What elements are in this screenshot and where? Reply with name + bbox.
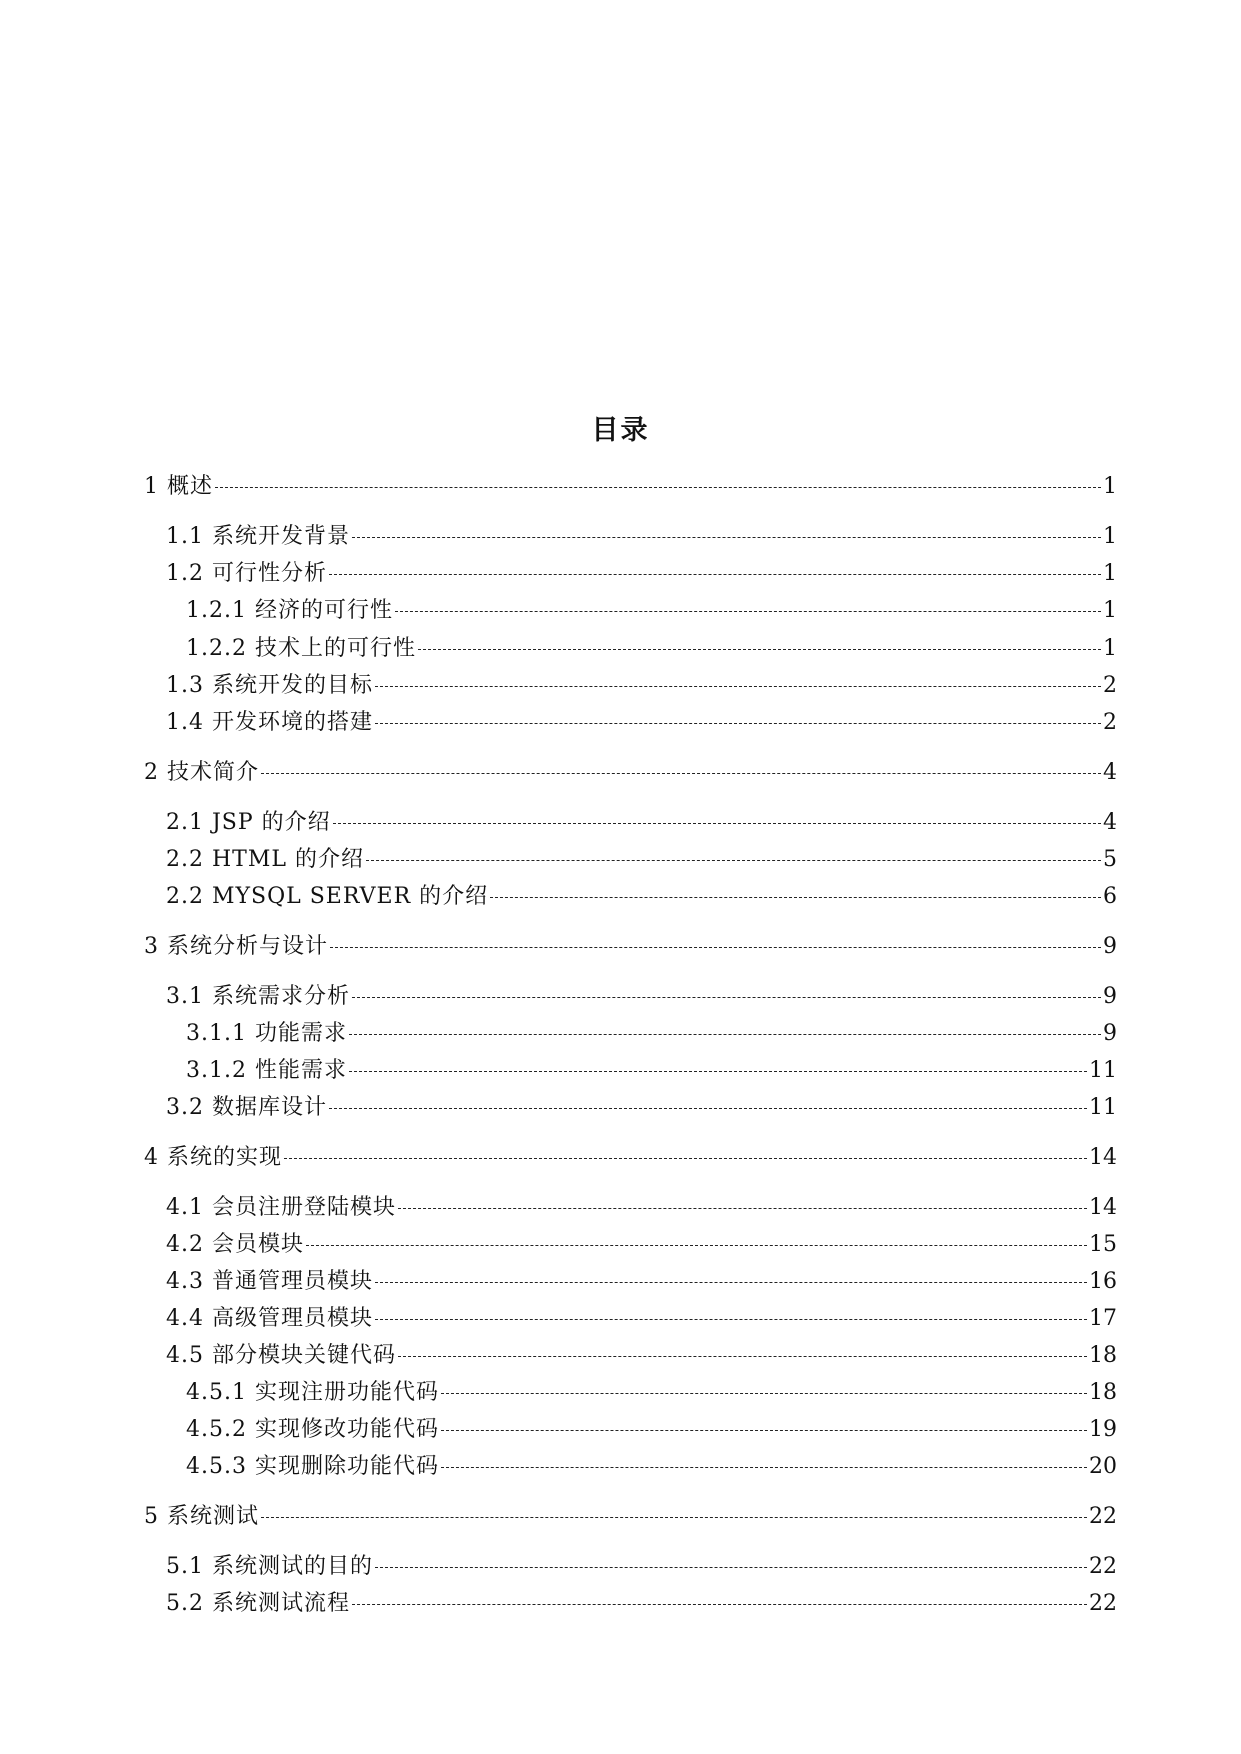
toc-entry[interactable] bbox=[166, 882, 1117, 912]
toc-entry-label: 2.2 MYSQL SERVER 的介绍 bbox=[166, 884, 489, 909]
dot-leader bbox=[375, 686, 1101, 687]
toc-entry-page: 22 bbox=[1089, 1554, 1117, 1579]
toc-entry-page: 1 bbox=[1103, 561, 1117, 586]
toc-entry[interactable] bbox=[166, 559, 1117, 589]
toc-entry-label: 4.3 普通管理员模块 bbox=[166, 1269, 373, 1294]
toc-entry[interactable] bbox=[166, 982, 1117, 1012]
dot-leader bbox=[441, 1393, 1087, 1394]
dot-leader bbox=[349, 1071, 1087, 1072]
toc-entry[interactable] bbox=[166, 1304, 1117, 1334]
toc-entry-page: 2 bbox=[1103, 673, 1117, 698]
toc-entry-page: 9 bbox=[1103, 984, 1117, 1009]
toc-title: 目录 bbox=[591, 415, 650, 446]
toc-entry[interactable] bbox=[166, 808, 1117, 838]
toc-entry[interactable] bbox=[144, 758, 1117, 788]
toc-entry-page: 18 bbox=[1089, 1343, 1117, 1368]
dot-leader bbox=[284, 1158, 1087, 1159]
toc-entry-page: 14 bbox=[1089, 1145, 1117, 1170]
toc-entry[interactable] bbox=[186, 1378, 1117, 1408]
toc-entry[interactable] bbox=[166, 1093, 1117, 1123]
dot-leader bbox=[349, 1034, 1101, 1035]
toc-entry-label: 3 系统分析与设计 bbox=[144, 934, 328, 959]
dot-leader bbox=[329, 1108, 1087, 1109]
toc-entry[interactable] bbox=[186, 634, 1117, 664]
dot-leader bbox=[418, 649, 1101, 650]
dot-leader bbox=[441, 1467, 1087, 1468]
toc-entry-page: 19 bbox=[1089, 1417, 1117, 1442]
dot-leader bbox=[375, 1567, 1087, 1568]
dot-leader bbox=[333, 823, 1101, 824]
toc-entry[interactable] bbox=[166, 522, 1117, 552]
toc-entry[interactable] bbox=[166, 1589, 1117, 1619]
toc-entry-page: 1 bbox=[1103, 474, 1117, 499]
toc-entry-label: 2 技术简介 bbox=[144, 760, 259, 785]
dot-leader bbox=[306, 1245, 1087, 1246]
dot-leader bbox=[352, 1604, 1087, 1605]
dot-leader bbox=[490, 897, 1101, 898]
toc-entry-label: 4.5 部分模块关键代码 bbox=[166, 1343, 396, 1368]
toc-entry[interactable] bbox=[186, 1019, 1117, 1049]
toc-entry-label: 1.2 可行性分析 bbox=[166, 561, 327, 586]
toc-entry-label: 5.2 系统测试流程 bbox=[166, 1591, 350, 1616]
toc-entry-page: 4 bbox=[1103, 760, 1117, 785]
toc-entry-label: 4.1 会员注册登陆模块 bbox=[166, 1195, 396, 1220]
toc-entry-label: 3.1.2 性能需求 bbox=[186, 1058, 347, 1083]
dot-leader bbox=[215, 487, 1101, 488]
dot-leader bbox=[375, 1282, 1087, 1283]
toc-entry-page: 2 bbox=[1103, 710, 1117, 735]
toc-entry[interactable] bbox=[166, 1230, 1117, 1260]
toc-entry[interactable] bbox=[144, 932, 1117, 962]
toc-entry-label: 2.1 JSP 的介绍 bbox=[166, 810, 331, 835]
toc-entry-page: 11 bbox=[1089, 1095, 1117, 1120]
toc-entry[interactable] bbox=[186, 1452, 1117, 1482]
toc-entry-label: 1.1 系统开发背景 bbox=[166, 524, 350, 549]
toc-entry-page: 16 bbox=[1089, 1269, 1117, 1294]
toc-entry-label: 5 系统测试 bbox=[144, 1504, 259, 1529]
toc-entry-label: 1.4 开发环境的搭建 bbox=[166, 710, 373, 735]
dot-leader bbox=[366, 860, 1101, 861]
toc-entry-label: 4.2 会员模块 bbox=[166, 1232, 304, 1257]
toc-entry[interactable] bbox=[166, 1267, 1117, 1297]
toc-entry[interactable] bbox=[166, 1552, 1117, 1582]
toc-entry-page: 14 bbox=[1089, 1195, 1117, 1220]
toc-entry-label: 1.2.2 技术上的可行性 bbox=[186, 636, 416, 661]
toc-entry[interactable] bbox=[186, 596, 1117, 626]
toc-entry[interactable] bbox=[186, 1415, 1117, 1445]
dot-leader bbox=[395, 611, 1101, 612]
toc-entry-page: 9 bbox=[1103, 934, 1117, 959]
toc-entry-page: 11 bbox=[1089, 1058, 1117, 1083]
toc-entry[interactable] bbox=[144, 472, 1117, 502]
toc-entry-label: 1 概述 bbox=[144, 474, 213, 499]
toc-entry-label: 1.2.1 经济的可行性 bbox=[186, 598, 393, 623]
toc-entry-page: 1 bbox=[1103, 524, 1117, 549]
dot-leader bbox=[261, 773, 1101, 774]
toc-entry-page: 1 bbox=[1103, 636, 1117, 661]
dot-leader bbox=[398, 1356, 1087, 1357]
toc-entry[interactable] bbox=[166, 1341, 1117, 1371]
toc-entry-page: 5 bbox=[1103, 847, 1117, 872]
dot-leader bbox=[329, 574, 1101, 575]
toc-entry-page: 20 bbox=[1089, 1454, 1117, 1479]
toc-entry-page: 17 bbox=[1089, 1306, 1117, 1331]
dot-leader bbox=[352, 997, 1101, 998]
dot-leader bbox=[261, 1517, 1087, 1518]
dot-leader bbox=[330, 947, 1101, 948]
toc-entry-page: 15 bbox=[1089, 1232, 1117, 1257]
toc-entry-label: 4 系统的实现 bbox=[144, 1145, 282, 1170]
toc-entry-label: 3.1.1 功能需求 bbox=[186, 1021, 347, 1046]
dot-leader bbox=[375, 1319, 1087, 1320]
toc-entry-label: 4.5.3 实现删除功能代码 bbox=[186, 1454, 439, 1479]
dot-leader bbox=[441, 1430, 1087, 1431]
toc-entry[interactable] bbox=[166, 708, 1117, 738]
toc-entry[interactable] bbox=[166, 1193, 1117, 1223]
toc-entry-page: 18 bbox=[1089, 1380, 1117, 1405]
toc-entry-label: 4.4 高级管理员模块 bbox=[166, 1306, 373, 1331]
toc-entry-label: 2.2 HTML 的介绍 bbox=[166, 847, 364, 872]
toc-entry[interactable] bbox=[166, 845, 1117, 875]
toc-entry-page: 22 bbox=[1089, 1591, 1117, 1616]
dot-leader bbox=[398, 1208, 1087, 1209]
toc-entry-page: 22 bbox=[1089, 1504, 1117, 1529]
toc-entry[interactable] bbox=[144, 1502, 1117, 1532]
toc-entry-label: 4.5.1 实现注册功能代码 bbox=[186, 1380, 439, 1405]
toc-entry-page: 6 bbox=[1103, 884, 1117, 909]
toc-entry-page: 4 bbox=[1103, 810, 1117, 835]
toc-entry[interactable] bbox=[144, 1143, 1117, 1173]
toc-entry[interactable] bbox=[166, 671, 1117, 701]
toc-entry-label: 3.1 系统需求分析 bbox=[166, 984, 350, 1009]
dot-leader bbox=[375, 723, 1101, 724]
toc-entry-label: 3.2 数据库设计 bbox=[166, 1095, 327, 1120]
dot-leader bbox=[352, 537, 1101, 538]
toc-entry-label: 4.5.2 实现修改功能代码 bbox=[186, 1417, 439, 1442]
toc-entry-label: 1.3 系统开发的目标 bbox=[166, 673, 373, 698]
toc-entry[interactable] bbox=[186, 1056, 1117, 1086]
toc-entry-page: 9 bbox=[1103, 1021, 1117, 1046]
toc-entry-page: 1 bbox=[1103, 598, 1117, 623]
toc-entry-label: 5.1 系统测试的目的 bbox=[166, 1554, 373, 1579]
